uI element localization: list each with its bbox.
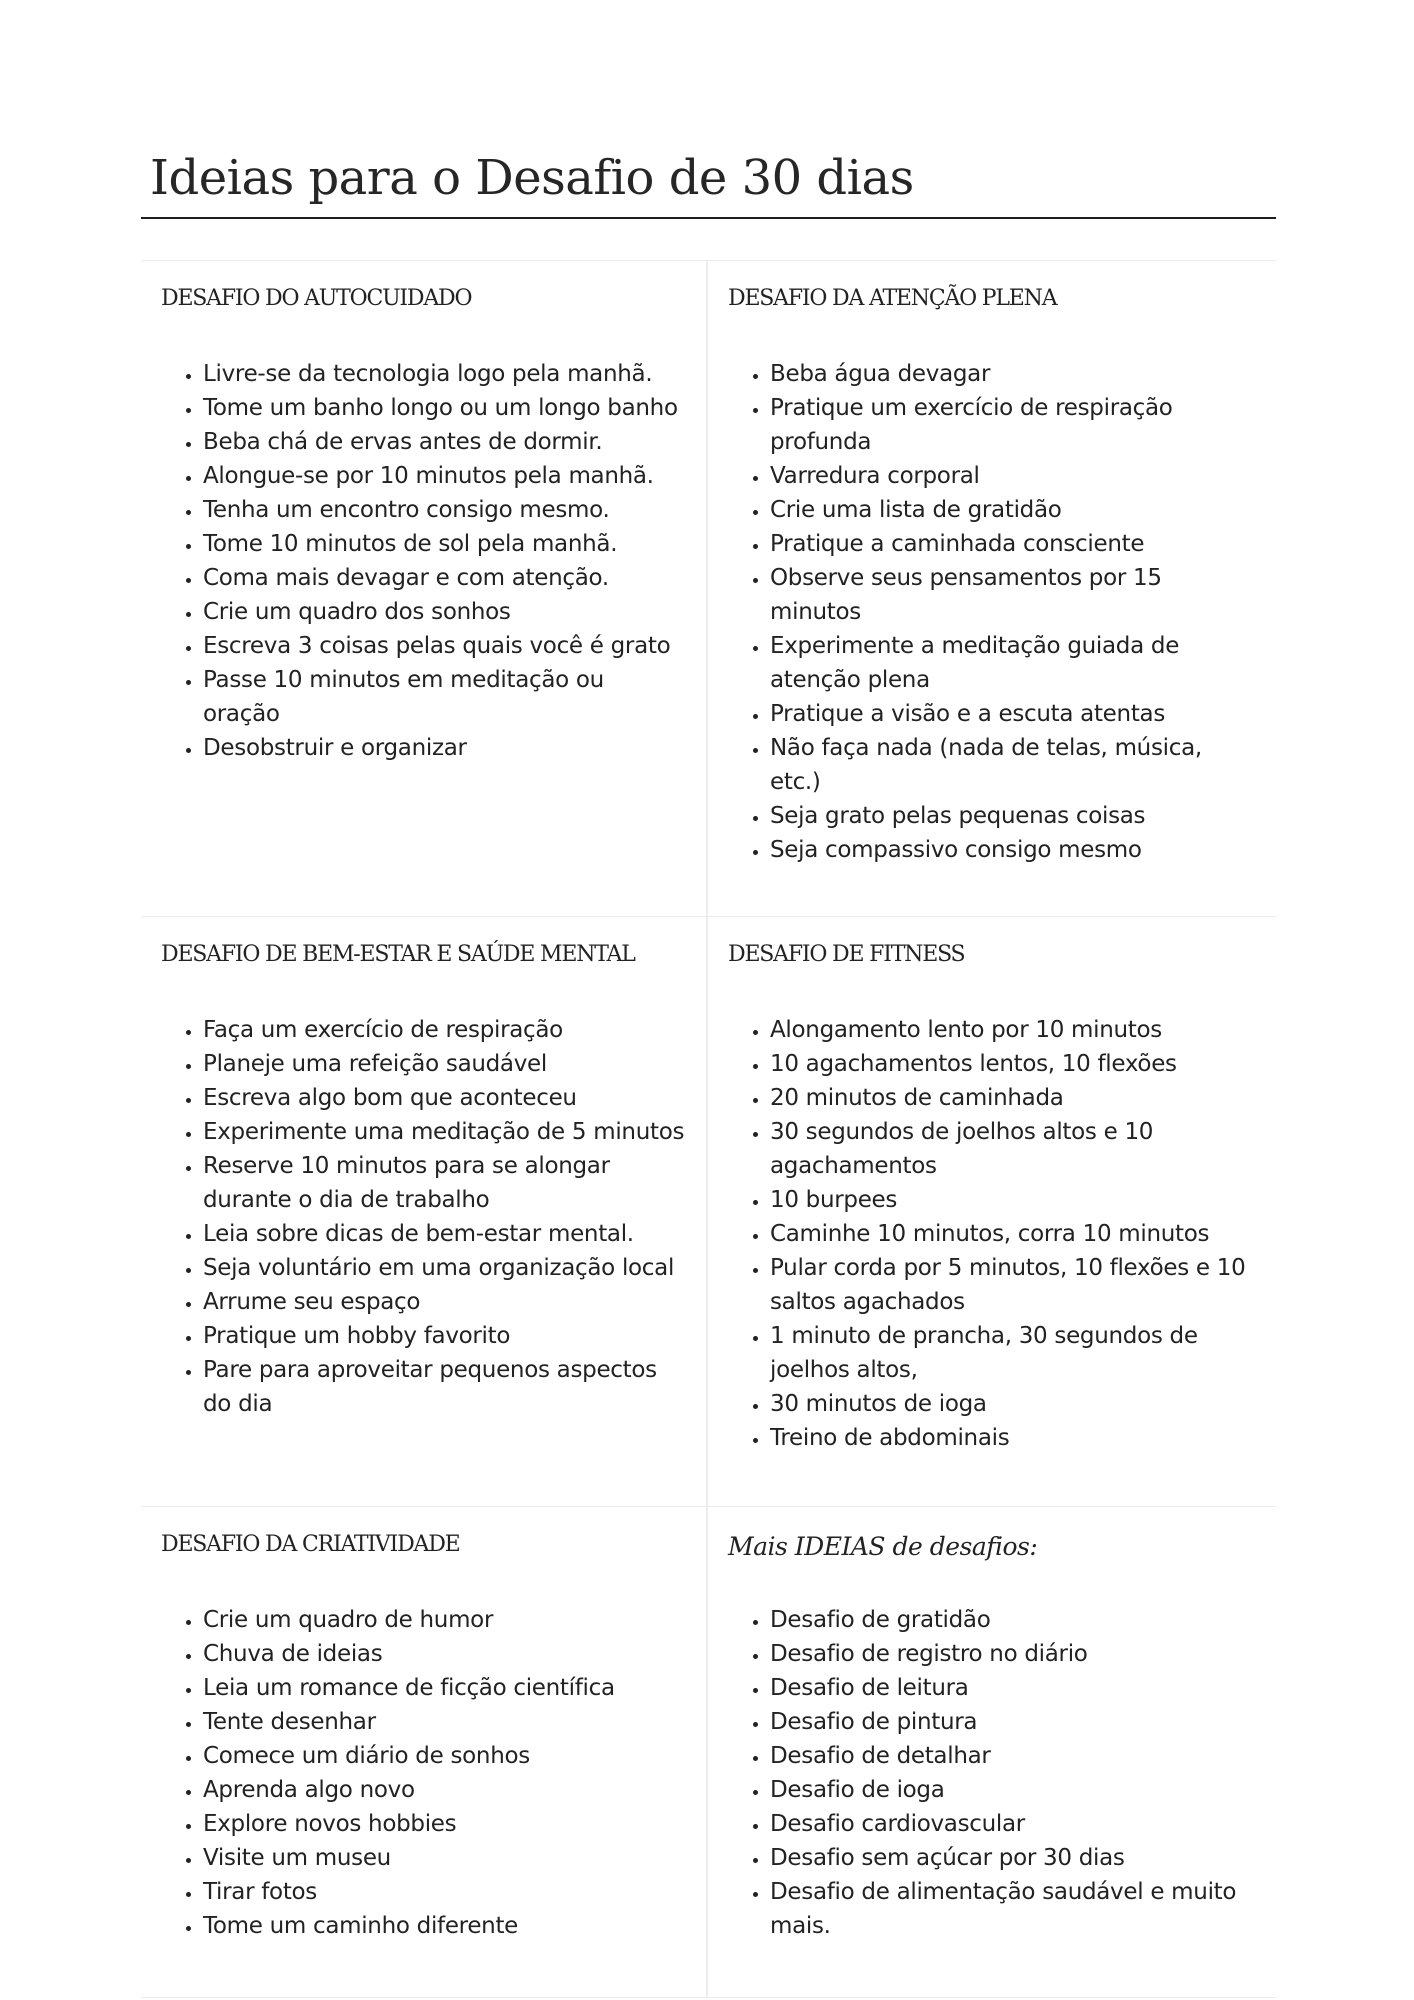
list-item: • Escreva 3 coisas pelas quais você é grato bbox=[203, 629, 686, 663]
list-item: • Não faça nada (nada de telas, música, etc.) bbox=[770, 731, 1256, 799]
list-item: • Desafio de detalhar bbox=[770, 1739, 1256, 1773]
list-item: • Reserve 10 minutos para se alongar durante o dia de trabalho bbox=[203, 1149, 686, 1217]
list-item: • Pare para aproveitar pequenos aspectos do dia bbox=[203, 1353, 686, 1421]
page-title: Ideias para o Desafio de 30 dias bbox=[150, 150, 914, 206]
list-item: • Desafio de ioga bbox=[770, 1773, 1256, 1807]
item-list bbox=[161, 357, 686, 765]
list-item: • 30 minutos de ioga bbox=[770, 1387, 1256, 1421]
title-underline bbox=[141, 217, 1276, 219]
section-self-care bbox=[141, 261, 708, 917]
list-item: • Pratique um hobby favorito bbox=[203, 1319, 686, 1353]
list-item: • Leia um romance de ficção científica bbox=[203, 1671, 686, 1705]
list-item: • Desafio cardiovascular bbox=[770, 1807, 1256, 1841]
list-item: • Pular corda por 5 minutos, 10 flexões e 10 saltos agachados bbox=[770, 1251, 1256, 1319]
list-item: • Chuva de ideias bbox=[203, 1637, 686, 1671]
list-item: • Planeje uma refeição saudável bbox=[203, 1047, 686, 1081]
list-item: • Desafio sem açúcar por 30 dias bbox=[770, 1841, 1256, 1875]
section-more-ideas bbox=[708, 1507, 1276, 1997]
list-item: • Livre-se da tecnologia logo pela manhã. bbox=[203, 357, 686, 391]
list-item: • Crie um quadro de humor bbox=[203, 1603, 686, 1637]
list-item: • Desafio de leitura bbox=[770, 1671, 1256, 1705]
section-heading: Mais IDEIAS de desafios: bbox=[728, 1532, 1038, 1561]
item-list bbox=[728, 1013, 1256, 1455]
list-item: • Alongue-se por 10 minutos pela manhã. bbox=[203, 459, 686, 493]
list-item: • Pratique um exercício de respiração profunda bbox=[770, 391, 1256, 459]
list-item: • Treino de abdominais bbox=[770, 1421, 1256, 1455]
list-item: • Experimente uma meditação de 5 minutos bbox=[203, 1115, 686, 1149]
section-heading: DESAFIO DA CRIATIVIDADE bbox=[161, 1532, 460, 1557]
list-item: • Crie uma lista de gratidão bbox=[770, 493, 1256, 527]
list-item: • Arrume seu espaço bbox=[203, 1285, 686, 1319]
list-item: • Explore novos hobbies bbox=[203, 1807, 686, 1841]
item-list bbox=[161, 1603, 686, 1943]
list-item: • Tome um caminho diferente bbox=[203, 1909, 686, 1943]
list-item: • Coma mais devagar e com atenção. bbox=[203, 561, 686, 595]
list-item: • Beba água devagar bbox=[770, 357, 1256, 391]
list-item: • Beba chá de ervas antes de dormir. bbox=[203, 425, 686, 459]
item-list bbox=[161, 1013, 686, 1421]
list-item: • Desafio de registro no diário bbox=[770, 1637, 1256, 1671]
section-creativity bbox=[141, 1507, 708, 1997]
list-item: • Visite um museu bbox=[203, 1841, 686, 1875]
list-item: • Desafio de alimentação saudável e muito mais. bbox=[770, 1875, 1256, 1943]
list-item: • Observe seus pensamentos por 15 minutos bbox=[770, 561, 1256, 629]
list-item: • Escreva algo bom que aconteceu bbox=[203, 1081, 686, 1115]
list-item: • 30 segundos de joelhos altos e 10 agachamentos bbox=[770, 1115, 1256, 1183]
section-mindfulness bbox=[708, 261, 1276, 917]
section-heading: DESAFIO DE FITNESS bbox=[728, 942, 965, 967]
section-heading: DESAFIO DE BEM-ESTAR E SAÚDE MENTAL bbox=[161, 942, 635, 967]
list-item: • Seja compassivo consigo mesmo bbox=[770, 833, 1256, 867]
list-item: • Desafio de pintura bbox=[770, 1705, 1256, 1739]
list-item: • Tente desenhar bbox=[203, 1705, 686, 1739]
list-item: • Experimente a meditação guiada de atenção plena bbox=[770, 629, 1256, 697]
item-list bbox=[728, 357, 1256, 867]
list-item: • Leia sobre dicas de bem-estar mental. bbox=[203, 1217, 686, 1251]
section-heading: DESAFIO DA ATENÇÃO PLENA bbox=[728, 286, 1057, 311]
list-item: • Alongamento lento por 10 minutos bbox=[770, 1013, 1256, 1047]
section-fitness bbox=[708, 917, 1276, 1507]
item-list bbox=[728, 1603, 1256, 1943]
list-item: • Faça um exercício de respiração bbox=[203, 1013, 686, 1047]
challenge-grid bbox=[141, 260, 1276, 1998]
list-item: • 10 burpees bbox=[770, 1183, 1256, 1217]
list-item: • Tenha um encontro consigo mesmo. bbox=[203, 493, 686, 527]
list-item: • Varredura corporal bbox=[770, 459, 1256, 493]
list-item: • Desobstruir e organizar bbox=[203, 731, 686, 765]
list-item: • Passe 10 minutos em meditação ou oração bbox=[203, 663, 686, 731]
list-item: • Crie um quadro dos sonhos bbox=[203, 595, 686, 629]
list-item: • Tome um banho longo ou um longo banho bbox=[203, 391, 686, 425]
list-item: • Caminhe 10 minutos, corra 10 minutos bbox=[770, 1217, 1256, 1251]
list-item: • 10 agachamentos lentos, 10 flexões bbox=[770, 1047, 1256, 1081]
list-item: • 1 minuto de prancha, 30 segundos de joelhos altos, bbox=[770, 1319, 1256, 1387]
list-item: • Pratique a visão e a escuta atentas bbox=[770, 697, 1256, 731]
list-item: • 20 minutos de caminhada bbox=[770, 1081, 1256, 1115]
list-item: • Seja voluntário em uma organização local bbox=[203, 1251, 686, 1285]
section-mental-health bbox=[141, 917, 708, 1507]
list-item: • Tirar fotos bbox=[203, 1875, 686, 1909]
list-item: • Comece um diário de sonhos bbox=[203, 1739, 686, 1773]
section-heading: DESAFIO DO AUTOCUIDADO bbox=[161, 286, 472, 311]
list-item: • Desafio de gratidão bbox=[770, 1603, 1256, 1637]
list-item: • Aprenda algo novo bbox=[203, 1773, 686, 1807]
list-item: • Pratique a caminhada consciente bbox=[770, 527, 1256, 561]
list-item: • Seja grato pelas pequenas coisas bbox=[770, 799, 1256, 833]
list-item: • Tome 10 minutos de sol pela manhã. bbox=[203, 527, 686, 561]
